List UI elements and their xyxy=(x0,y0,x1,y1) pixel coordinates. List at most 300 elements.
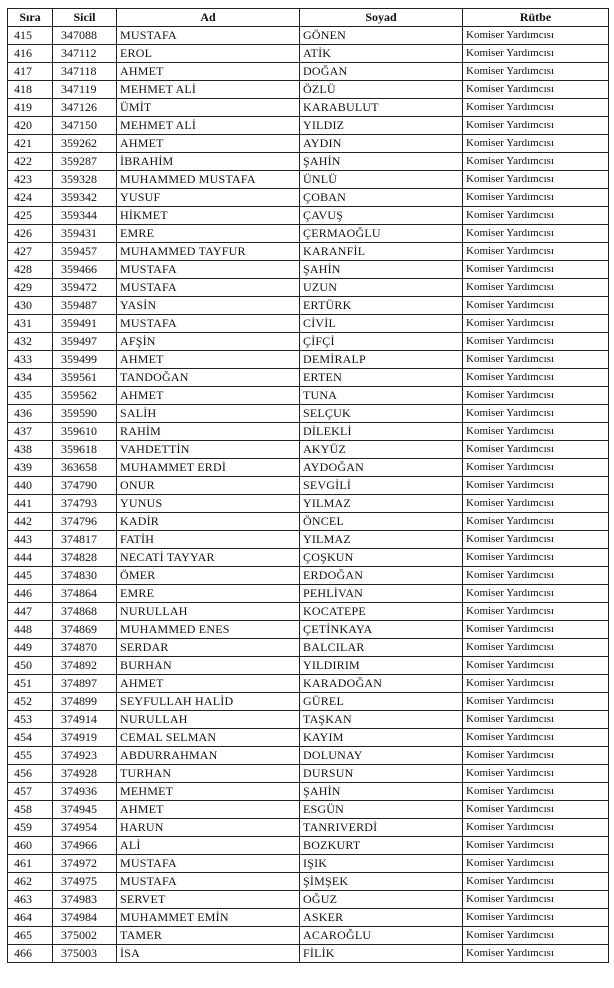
table-row xyxy=(8,567,609,585)
table-row xyxy=(8,315,609,333)
cell-sira: 442 xyxy=(8,513,53,531)
cell-rutbe: Komiser Yardımcısı xyxy=(463,117,609,135)
table-row xyxy=(8,333,609,351)
cell-ad: HİKMET xyxy=(117,207,300,225)
cell-soyad: ATİK xyxy=(300,45,463,63)
table-row xyxy=(8,171,609,189)
cell-sira: 445 xyxy=(8,567,53,585)
cell-soyad: YILMAZ xyxy=(300,531,463,549)
cell-rutbe: Komiser Yardımcısı xyxy=(463,801,609,819)
cell-sicil: 359287 xyxy=(53,153,117,171)
cell-sicil: 374828 xyxy=(53,549,117,567)
cell-sira: 443 xyxy=(8,531,53,549)
cell-sira: 439 xyxy=(8,459,53,477)
cell-ad: SALİH xyxy=(117,405,300,423)
cell-sira: 450 xyxy=(8,657,53,675)
cell-sicil: 374919 xyxy=(53,729,117,747)
cell-ad: TURHAN xyxy=(117,765,300,783)
cell-ad: TAMER xyxy=(117,927,300,945)
cell-ad: EMRE xyxy=(117,585,300,603)
cell-rutbe: Komiser Yardımcısı xyxy=(463,171,609,189)
cell-ad: MUSTAFA xyxy=(117,873,300,891)
cell-sira: 430 xyxy=(8,297,53,315)
cell-sicil: 359590 xyxy=(53,405,117,423)
cell-ad: SEYFULLAH HALİD xyxy=(117,693,300,711)
cell-ad: EROL xyxy=(117,45,300,63)
cell-sicil: 374793 xyxy=(53,495,117,513)
cell-soyad: ERTÜRK xyxy=(300,297,463,315)
cell-rutbe: Komiser Yardımcısı xyxy=(463,99,609,117)
cell-sicil: 374790 xyxy=(53,477,117,495)
cell-sira: 460 xyxy=(8,837,53,855)
table-row xyxy=(8,765,609,783)
cell-sira: 453 xyxy=(8,711,53,729)
table-row xyxy=(8,99,609,117)
cell-rutbe: Komiser Yardımcısı xyxy=(463,603,609,621)
cell-sira: 448 xyxy=(8,621,53,639)
cell-sira: 436 xyxy=(8,405,53,423)
table-row xyxy=(8,207,609,225)
cell-sicil: 359457 xyxy=(53,243,117,261)
table-row xyxy=(8,441,609,459)
cell-soyad: DURSUN xyxy=(300,765,463,783)
cell-rutbe: Komiser Yardımcısı xyxy=(463,63,609,81)
cell-ad: NURULLAH xyxy=(117,711,300,729)
cell-sicil: 359561 xyxy=(53,369,117,387)
cell-sira: 464 xyxy=(8,909,53,927)
cell-rutbe: Komiser Yardımcısı xyxy=(463,621,609,639)
cell-rutbe: Komiser Yardımcısı xyxy=(463,369,609,387)
cell-sira: 462 xyxy=(8,873,53,891)
cell-rutbe: Komiser Yardımcısı xyxy=(463,405,609,423)
cell-ad: ONUR xyxy=(117,477,300,495)
cell-sicil: 347118 xyxy=(53,63,117,81)
cell-sicil: 374945 xyxy=(53,801,117,819)
cell-rutbe: Komiser Yardımcısı xyxy=(463,297,609,315)
table-row xyxy=(8,549,609,567)
cell-soyad: BALCILAR xyxy=(300,639,463,657)
cell-sicil: 374966 xyxy=(53,837,117,855)
cell-sicil: 374899 xyxy=(53,693,117,711)
cell-ad: NURULLAH xyxy=(117,603,300,621)
cell-ad: RAHİM xyxy=(117,423,300,441)
table-row xyxy=(8,63,609,81)
cell-soyad: FİLİK xyxy=(300,945,463,963)
cell-rutbe: Komiser Yardımcısı xyxy=(463,657,609,675)
table-row xyxy=(8,45,609,63)
cell-sicil: 374864 xyxy=(53,585,117,603)
table-row xyxy=(8,405,609,423)
cell-sicil: 375002 xyxy=(53,927,117,945)
table-row xyxy=(8,585,609,603)
cell-sira: 447 xyxy=(8,603,53,621)
cell-rutbe: Komiser Yardımcısı xyxy=(463,639,609,657)
cell-sicil: 374954 xyxy=(53,819,117,837)
cell-ad: AHMET xyxy=(117,351,300,369)
cell-soyad: DEMİRALP xyxy=(300,351,463,369)
cell-sira: 416 xyxy=(8,45,53,63)
cell-rutbe: Komiser Yardımcısı xyxy=(463,477,609,495)
cell-rutbe: Komiser Yardımcısı xyxy=(463,315,609,333)
cell-sicil: 374936 xyxy=(53,783,117,801)
cell-sicil: 374984 xyxy=(53,909,117,927)
cell-rutbe: Komiser Yardımcısı xyxy=(463,531,609,549)
table-row xyxy=(8,387,609,405)
header-ad: Ad xyxy=(117,9,300,27)
table-row xyxy=(8,603,609,621)
cell-soyad: KARADOĞAN xyxy=(300,675,463,693)
cell-sicil: 374796 xyxy=(53,513,117,531)
cell-sira: 446 xyxy=(8,585,53,603)
table-row xyxy=(8,711,609,729)
cell-sira: 422 xyxy=(8,153,53,171)
header-sicil: Sicil xyxy=(53,9,117,27)
table-row xyxy=(8,513,609,531)
cell-rutbe: Komiser Yardımcısı xyxy=(463,945,609,963)
cell-sira: 455 xyxy=(8,747,53,765)
cell-rutbe: Komiser Yardımcısı xyxy=(463,837,609,855)
cell-sicil: 375003 xyxy=(53,945,117,963)
table-row xyxy=(8,693,609,711)
cell-rutbe: Komiser Yardımcısı xyxy=(463,513,609,531)
cell-soyad: DİLEKLİ xyxy=(300,423,463,441)
cell-soyad: YILDIZ xyxy=(300,117,463,135)
table-row xyxy=(8,495,609,513)
cell-sira: 458 xyxy=(8,801,53,819)
cell-sira: 463 xyxy=(8,891,53,909)
cell-sicil: 359328 xyxy=(53,171,117,189)
cell-rutbe: Komiser Yardımcısı xyxy=(463,711,609,729)
cell-sira: 461 xyxy=(8,855,53,873)
cell-sicil: 374897 xyxy=(53,675,117,693)
cell-sira: 429 xyxy=(8,279,53,297)
cell-ad: AHMET xyxy=(117,387,300,405)
cell-sicil: 363658 xyxy=(53,459,117,477)
cell-sira: 435 xyxy=(8,387,53,405)
cell-ad: EMRE xyxy=(117,225,300,243)
cell-sicil: 359618 xyxy=(53,441,117,459)
cell-ad: İSA xyxy=(117,945,300,963)
cell-ad: YUNUS xyxy=(117,495,300,513)
table-row xyxy=(8,837,609,855)
cell-soyad: ERDOĞAN xyxy=(300,567,463,585)
cell-ad: BURHAN xyxy=(117,657,300,675)
cell-soyad: ÇAVUŞ xyxy=(300,207,463,225)
table-row xyxy=(8,477,609,495)
cell-soyad: ÇİFÇİ xyxy=(300,333,463,351)
cell-soyad: ÖNCEL xyxy=(300,513,463,531)
cell-ad: FATİH xyxy=(117,531,300,549)
cell-ad: SERVET xyxy=(117,891,300,909)
cell-soyad: ÇERMAOĞLU xyxy=(300,225,463,243)
cell-rutbe: Komiser Yardımcısı xyxy=(463,387,609,405)
cell-soyad: ŞAHİN xyxy=(300,783,463,801)
cell-rutbe: Komiser Yardımcısı xyxy=(463,567,609,585)
table-row xyxy=(8,279,609,297)
table-row xyxy=(8,369,609,387)
header-sira: Sıra xyxy=(8,9,53,27)
cell-ad: MEHMET xyxy=(117,783,300,801)
cell-soyad: YILDIRIM xyxy=(300,657,463,675)
cell-sicil: 347112 xyxy=(53,45,117,63)
cell-rutbe: Komiser Yardımcısı xyxy=(463,207,609,225)
cell-sira: 459 xyxy=(8,819,53,837)
cell-rutbe: Komiser Yardımcısı xyxy=(463,765,609,783)
cell-sicil: 374975 xyxy=(53,873,117,891)
cell-sira: 427 xyxy=(8,243,53,261)
cell-ad: AHMET xyxy=(117,675,300,693)
cell-soyad: DOLUNAY xyxy=(300,747,463,765)
table-row xyxy=(8,747,609,765)
cell-soyad: TUNA xyxy=(300,387,463,405)
cell-sira: 449 xyxy=(8,639,53,657)
cell-sira: 456 xyxy=(8,765,53,783)
cell-sira: 441 xyxy=(8,495,53,513)
header-soyad: Soyad xyxy=(300,9,463,27)
cell-rutbe: Komiser Yardımcısı xyxy=(463,45,609,63)
cell-soyad: GÖNEN xyxy=(300,27,463,45)
cell-sira: 465 xyxy=(8,927,53,945)
cell-soyad: AYDOĞAN xyxy=(300,459,463,477)
table-row xyxy=(8,639,609,657)
cell-sicil: 374972 xyxy=(53,855,117,873)
cell-sicil: 359472 xyxy=(53,279,117,297)
header-row xyxy=(8,9,609,27)
cell-soyad: SEVGİLİ xyxy=(300,477,463,495)
cell-ad: MUHAMMED ENES xyxy=(117,621,300,639)
cell-ad: MUSTAFA xyxy=(117,279,300,297)
cell-sicil: 359431 xyxy=(53,225,117,243)
cell-soyad: ACAROĞLU xyxy=(300,927,463,945)
cell-ad: MUHAMMED MUSTAFA xyxy=(117,171,300,189)
cell-soyad: KARANFİL xyxy=(300,243,463,261)
cell-rutbe: Komiser Yardımcısı xyxy=(463,693,609,711)
cell-sicil: 347126 xyxy=(53,99,117,117)
cell-ad: VAHDETTİN xyxy=(117,441,300,459)
table-row xyxy=(8,261,609,279)
cell-ad: AHMET xyxy=(117,135,300,153)
cell-ad: MUSTAFA xyxy=(117,855,300,873)
table-row xyxy=(8,657,609,675)
cell-soyad: PEHLİVAN xyxy=(300,585,463,603)
cell-ad: MEHMET ALİ xyxy=(117,117,300,135)
table-row xyxy=(8,153,609,171)
cell-soyad: ASKER xyxy=(300,909,463,927)
cell-soyad: TANRIVERDİ xyxy=(300,819,463,837)
cell-ad: İBRAHİM xyxy=(117,153,300,171)
cell-sira: 431 xyxy=(8,315,53,333)
cell-rutbe: Komiser Yardımcısı xyxy=(463,819,609,837)
cell-soyad: ÇOŞKUN xyxy=(300,549,463,567)
table-row xyxy=(8,873,609,891)
cell-rutbe: Komiser Yardımcısı xyxy=(463,351,609,369)
cell-soyad: ŞAHİN xyxy=(300,261,463,279)
cell-rutbe: Komiser Yardımcısı xyxy=(463,333,609,351)
table-row xyxy=(8,135,609,153)
cell-sira: 420 xyxy=(8,117,53,135)
cell-sicil: 374923 xyxy=(53,747,117,765)
cell-rutbe: Komiser Yardımcısı xyxy=(463,279,609,297)
table-row xyxy=(8,189,609,207)
cell-ad: KADİR xyxy=(117,513,300,531)
cell-soyad: ESGÜN xyxy=(300,801,463,819)
cell-soyad: KAYIM xyxy=(300,729,463,747)
cell-sira: 424 xyxy=(8,189,53,207)
table-row xyxy=(8,855,609,873)
cell-soyad: SELÇUK xyxy=(300,405,463,423)
cell-ad: ABDURRAHMAN xyxy=(117,747,300,765)
cell-ad: AHMET xyxy=(117,801,300,819)
cell-sicil: 374914 xyxy=(53,711,117,729)
cell-rutbe: Komiser Yardımcısı xyxy=(463,585,609,603)
cell-sicil: 359344 xyxy=(53,207,117,225)
cell-soyad: ÜNLÜ xyxy=(300,171,463,189)
cell-soyad: UZUN xyxy=(300,279,463,297)
cell-ad: MUSTAFA xyxy=(117,27,300,45)
cell-rutbe: Komiser Yardımcısı xyxy=(463,549,609,567)
table-row xyxy=(8,459,609,477)
cell-soyad: ÖZLÜ xyxy=(300,81,463,99)
cell-ad: CEMAL SELMAN xyxy=(117,729,300,747)
table-row xyxy=(8,423,609,441)
cell-sira: 437 xyxy=(8,423,53,441)
cell-ad: MUHAMMED TAYFUR xyxy=(117,243,300,261)
cell-sicil: 374928 xyxy=(53,765,117,783)
cell-ad: ALİ xyxy=(117,837,300,855)
cell-rutbe: Komiser Yardımcısı xyxy=(463,783,609,801)
cell-soyad: CİVİL xyxy=(300,315,463,333)
cell-ad: MUSTAFA xyxy=(117,261,300,279)
table-row xyxy=(8,675,609,693)
cell-rutbe: Komiser Yardımcısı xyxy=(463,189,609,207)
cell-sicil: 347150 xyxy=(53,117,117,135)
cell-sira: 426 xyxy=(8,225,53,243)
cell-soyad: BOZKURT xyxy=(300,837,463,855)
cell-soyad: YILMAZ xyxy=(300,495,463,513)
cell-soyad: DOĞAN xyxy=(300,63,463,81)
cell-ad: ÖMER xyxy=(117,567,300,585)
table-row xyxy=(8,927,609,945)
table-row xyxy=(8,891,609,909)
cell-ad: YUSUF xyxy=(117,189,300,207)
cell-sicil: 347119 xyxy=(53,81,117,99)
cell-ad: NECATİ TAYYAR xyxy=(117,549,300,567)
cell-sira: 440 xyxy=(8,477,53,495)
cell-sira: 419 xyxy=(8,99,53,117)
table-row xyxy=(8,225,609,243)
cell-sira: 452 xyxy=(8,693,53,711)
table-row xyxy=(8,945,609,963)
cell-rutbe: Komiser Yardımcısı xyxy=(463,459,609,477)
cell-sira: 454 xyxy=(8,729,53,747)
cell-sicil: 374830 xyxy=(53,567,117,585)
table-row xyxy=(8,909,609,927)
cell-rutbe: Komiser Yardımcısı xyxy=(463,873,609,891)
cell-rutbe: Komiser Yardımcısı xyxy=(463,135,609,153)
cell-sicil: 374868 xyxy=(53,603,117,621)
table-row xyxy=(8,819,609,837)
cell-soyad: ÇETİNKAYA xyxy=(300,621,463,639)
table-row xyxy=(8,783,609,801)
table-row xyxy=(8,27,609,45)
cell-soyad: ŞİMŞEK xyxy=(300,873,463,891)
table-row xyxy=(8,243,609,261)
cell-sicil: 374870 xyxy=(53,639,117,657)
cell-sicil: 359262 xyxy=(53,135,117,153)
cell-rutbe: Komiser Yardımcısı xyxy=(463,927,609,945)
table-row xyxy=(8,117,609,135)
cell-soyad: ÇOBAN xyxy=(300,189,463,207)
cell-rutbe: Komiser Yardımcısı xyxy=(463,675,609,693)
cell-rutbe: Komiser Yardımcısı xyxy=(463,441,609,459)
cell-rutbe: Komiser Yardımcısı xyxy=(463,153,609,171)
cell-ad: TANDOĞAN xyxy=(117,369,300,387)
cell-sira: 418 xyxy=(8,81,53,99)
header-rutbe: Rütbe xyxy=(463,9,609,27)
cell-rutbe: Komiser Yardımcısı xyxy=(463,729,609,747)
cell-sicil: 359466 xyxy=(53,261,117,279)
cell-sira: 415 xyxy=(8,27,53,45)
cell-sicil: 359610 xyxy=(53,423,117,441)
cell-soyad: TAŞKAN xyxy=(300,711,463,729)
cell-sira: 417 xyxy=(8,63,53,81)
cell-sicil: 359487 xyxy=(53,297,117,315)
cell-sicil: 374892 xyxy=(53,657,117,675)
cell-sira: 444 xyxy=(8,549,53,567)
cell-rutbe: Komiser Yardımcısı xyxy=(463,261,609,279)
table-body xyxy=(8,27,609,963)
cell-sira: 432 xyxy=(8,333,53,351)
cell-sicil: 374817 xyxy=(53,531,117,549)
cell-ad: SERDAR xyxy=(117,639,300,657)
cell-soyad: KOCATEPE xyxy=(300,603,463,621)
table-row xyxy=(8,801,609,819)
cell-sira: 428 xyxy=(8,261,53,279)
cell-sicil: 374983 xyxy=(53,891,117,909)
cell-rutbe: Komiser Yardımcısı xyxy=(463,243,609,261)
cell-sira: 421 xyxy=(8,135,53,153)
cell-sira: 434 xyxy=(8,369,53,387)
cell-sira: 423 xyxy=(8,171,53,189)
table-row xyxy=(8,81,609,99)
cell-sicil: 359497 xyxy=(53,333,117,351)
cell-ad: MEHMET ALİ xyxy=(117,81,300,99)
cell-soyad: ŞAHİN xyxy=(300,153,463,171)
cell-soyad: KARABULUT xyxy=(300,99,463,117)
cell-rutbe: Komiser Yardımcısı xyxy=(463,891,609,909)
cell-soyad: OĞUZ xyxy=(300,891,463,909)
cell-soyad: AKYÜZ xyxy=(300,441,463,459)
cell-sicil: 359499 xyxy=(53,351,117,369)
cell-ad: HARUN xyxy=(117,819,300,837)
cell-soyad: IŞIK xyxy=(300,855,463,873)
cell-sira: 438 xyxy=(8,441,53,459)
table-row xyxy=(8,531,609,549)
cell-sicil: 359491 xyxy=(53,315,117,333)
cell-sicil: 347088 xyxy=(53,27,117,45)
cell-rutbe: Komiser Yardımcısı xyxy=(463,909,609,927)
cell-sira: 457 xyxy=(8,783,53,801)
cell-sira: 433 xyxy=(8,351,53,369)
cell-sicil: 359342 xyxy=(53,189,117,207)
cell-ad: MUHAMMET EMİN xyxy=(117,909,300,927)
cell-rutbe: Komiser Yardımcısı xyxy=(463,747,609,765)
cell-sicil: 374869 xyxy=(53,621,117,639)
cell-sira: 425 xyxy=(8,207,53,225)
table-row xyxy=(8,729,609,747)
table-row xyxy=(8,297,609,315)
cell-rutbe: Komiser Yardımcısı xyxy=(463,855,609,873)
